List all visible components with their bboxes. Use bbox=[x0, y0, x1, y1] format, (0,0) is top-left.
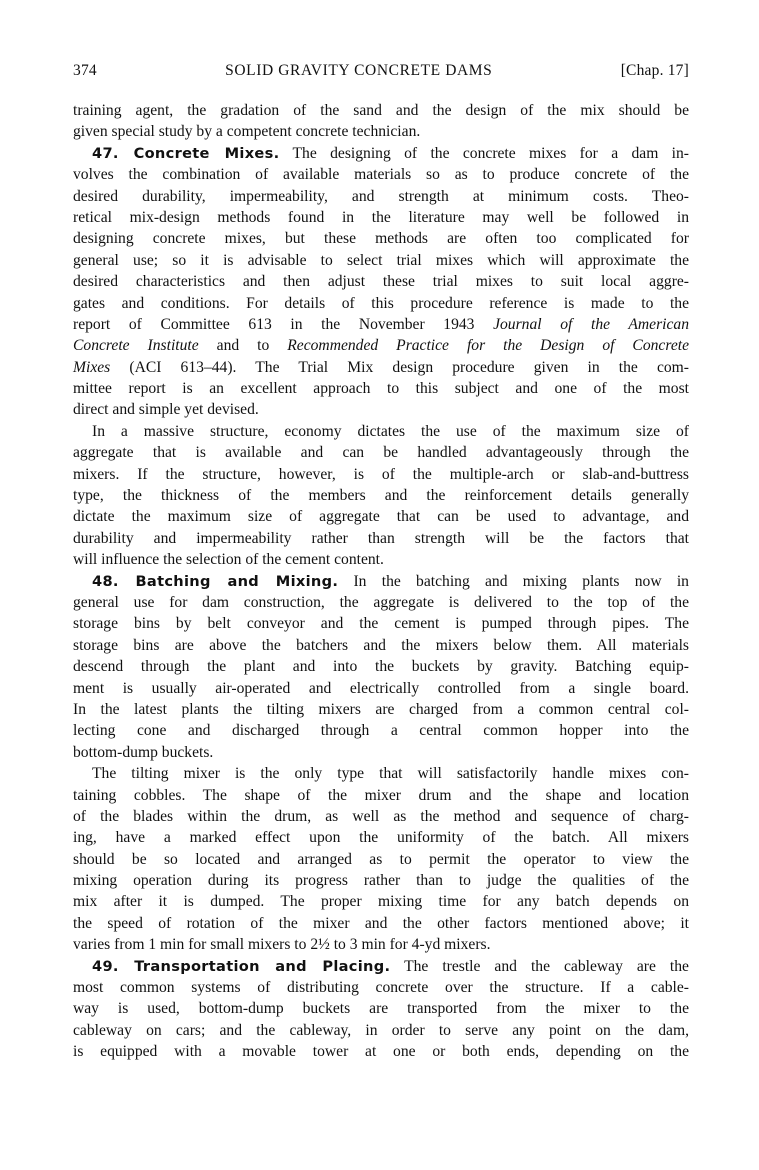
line-text: general use for dam construction, the aggregate is delivered to the top of the bbox=[73, 593, 689, 611]
italic-title: Recommended Practice for the Design of Concrete bbox=[287, 337, 690, 355]
line-text: type, the thickness of the members and the reinforcement details generally bbox=[73, 487, 689, 505]
text-line bbox=[73, 357, 689, 378]
line-text: ing, have a marked effect upon the uniformity of the batch. All mixers bbox=[73, 829, 689, 847]
line-text: is equipped with a movable tower at one or both ends, depending on the bbox=[73, 1043, 689, 1061]
line-text: desired characteristics and then adjust these trial mixes to suit local aggre- bbox=[73, 273, 689, 291]
line-text: lecting cone and discharged through a central common hopper into the bbox=[73, 722, 689, 740]
text-line bbox=[73, 913, 689, 934]
text-line bbox=[73, 228, 689, 249]
text-line bbox=[73, 250, 689, 271]
line-text: direct and simple yet devised. bbox=[73, 401, 259, 419]
line-text: most common systems of distributing concrete over the structure. If a cable- bbox=[73, 979, 689, 997]
section-heading-line bbox=[73, 956, 689, 977]
line-text: report of Committee 613 in the November 1943 bbox=[73, 315, 494, 333]
text-line bbox=[73, 528, 689, 549]
text-line bbox=[73, 549, 689, 570]
line-text: descend through the plant and into the buckets by gravity. Batching equip- bbox=[73, 658, 689, 676]
text-line bbox=[73, 293, 689, 314]
line-text: of the blades within the drum, as well as the method and sequence of charg- bbox=[73, 807, 689, 825]
line-text: the speed of rotation of the mixer and the other factors mentioned above; it bbox=[73, 914, 689, 932]
line-text: gates and conditions. For details of this procedure reference is made to the bbox=[73, 294, 689, 312]
line-text: storage bins are above the batchers and the mixers below them. All materials bbox=[73, 636, 689, 654]
running-head bbox=[73, 62, 689, 88]
running-title: SOLID GRAVITY CONCRETE DAMS bbox=[225, 62, 493, 79]
text-line bbox=[73, 998, 689, 1019]
chapter-label: [Chap. 17] bbox=[620, 62, 689, 79]
line-text: In a massive structure, economy dictates the use of the maximum size of bbox=[92, 422, 689, 440]
text-line bbox=[73, 164, 689, 185]
text-line bbox=[73, 378, 689, 399]
line-text: mixers. If the structure, however, is of the multiple-arch or slab-and-buttress bbox=[73, 465, 689, 483]
text-line bbox=[73, 186, 689, 207]
italic-title: Mixes bbox=[73, 358, 111, 376]
text-line bbox=[73, 464, 689, 485]
line-text: dictate the maximum size of aggregate that can be used to advantage, and bbox=[73, 508, 689, 526]
text-line bbox=[73, 720, 689, 741]
line-text: varies from 1 min for small mixers to 2½ to 3 min for 4-yd mixers. bbox=[73, 936, 491, 954]
text-line bbox=[73, 635, 689, 656]
text-line bbox=[73, 763, 689, 784]
line-text: cableway on cars; and the cableway, in order to serve any point on the dam, bbox=[73, 1021, 689, 1039]
line-text: and to bbox=[198, 337, 288, 355]
italic-title: Journal of the American bbox=[493, 315, 689, 333]
text-line bbox=[73, 870, 689, 891]
italic-title: Concrete Institute bbox=[73, 337, 199, 355]
text-line bbox=[73, 506, 689, 527]
text-line bbox=[73, 849, 689, 870]
line-text: The designing of the concrete mixes for a dam in- bbox=[279, 144, 690, 162]
text-line bbox=[73, 891, 689, 912]
line-text: way is used, bottom-dump buckets are transported from the mixer to the bbox=[73, 1000, 689, 1018]
text-line bbox=[73, 100, 689, 121]
text-line bbox=[73, 613, 689, 634]
body-text bbox=[73, 100, 689, 1063]
section-heading: 49. Transportation and Placing. bbox=[92, 957, 391, 975]
line-text: In the batching and mixing plants now in bbox=[338, 572, 689, 590]
line-text: should be so located and arranged as to permit the operator to view the bbox=[73, 850, 689, 868]
text-line bbox=[73, 271, 689, 292]
book-page bbox=[73, 62, 689, 1063]
text-line bbox=[73, 121, 689, 142]
text-line bbox=[73, 656, 689, 677]
text-line bbox=[73, 207, 689, 228]
line-text: desired durability, impermeability, and strength at minimum costs. Theo- bbox=[73, 187, 689, 205]
line-text: In the latest plants the tilting mixers are charged from a common central col- bbox=[73, 700, 689, 718]
line-text: The trestle and the cableway are the bbox=[390, 957, 689, 975]
text-line bbox=[73, 827, 689, 848]
line-text: will influence the selection of the cement content. bbox=[73, 551, 384, 569]
section-heading: 47. Concrete Mixes. bbox=[92, 144, 280, 162]
text-line bbox=[73, 1041, 689, 1062]
text-line bbox=[73, 592, 689, 613]
page-number: 374 bbox=[73, 62, 97, 79]
text-line bbox=[73, 421, 689, 442]
text-line bbox=[73, 977, 689, 998]
line-text: designing concrete mixes, but these methods are often too complicated for bbox=[73, 230, 689, 248]
text-line bbox=[73, 806, 689, 827]
line-text: ment is usually air-operated and electrically controlled from a single board. bbox=[73, 679, 689, 697]
text-line bbox=[73, 699, 689, 720]
line-text: mixing operation during its progress rather than to judge the qualities of the bbox=[73, 872, 689, 890]
section-heading-line bbox=[73, 143, 689, 164]
text-line bbox=[73, 399, 689, 420]
line-text: taining cobbles. The shape of the mixer drum and the shape and location bbox=[73, 786, 689, 804]
line-text: The tilting mixer is the only type that will satisfactorily handle mixes con- bbox=[92, 765, 689, 783]
text-line bbox=[73, 1020, 689, 1041]
text-line bbox=[73, 785, 689, 806]
text-line bbox=[73, 485, 689, 506]
line-text: mittee report is an excellent approach to this subject and one of the most bbox=[73, 380, 689, 398]
line-text: (ACI 613–44). The Trial Mix design procedure given in the com- bbox=[110, 358, 689, 376]
text-line bbox=[73, 335, 689, 356]
line-text: volves the combination of available materials so as to produce concrete of the bbox=[73, 166, 689, 184]
text-line bbox=[73, 934, 689, 955]
line-text: training agent, the gradation of the sand and the design of the mix should be bbox=[73, 102, 689, 119]
line-text: general use; so it is advisable to select trial mixes which will approximate the bbox=[73, 251, 689, 269]
section-heading: 48. Batching and Mixing. bbox=[92, 572, 339, 590]
line-text: bottom-dump buckets. bbox=[73, 743, 214, 761]
line-text: retical mix-design methods found in the literature may well be followed in bbox=[73, 208, 689, 226]
text-line bbox=[73, 678, 689, 699]
line-text: durability and impermeability rather than strength will be the factors that bbox=[73, 529, 689, 547]
line-text: mix after it is dumped. The proper mixing time for any batch depends on bbox=[73, 893, 689, 911]
line-text: storage bins by belt conveyor and the cement is pumped through pipes. The bbox=[73, 615, 689, 633]
line-text: aggregate that is available and can be handled advantageously through the bbox=[73, 444, 689, 462]
section-heading-line bbox=[73, 571, 689, 592]
text-line bbox=[73, 314, 689, 335]
text-line bbox=[73, 442, 689, 463]
text-line bbox=[73, 742, 689, 763]
line-text: given special study by a competent concrete technician. bbox=[73, 123, 421, 141]
